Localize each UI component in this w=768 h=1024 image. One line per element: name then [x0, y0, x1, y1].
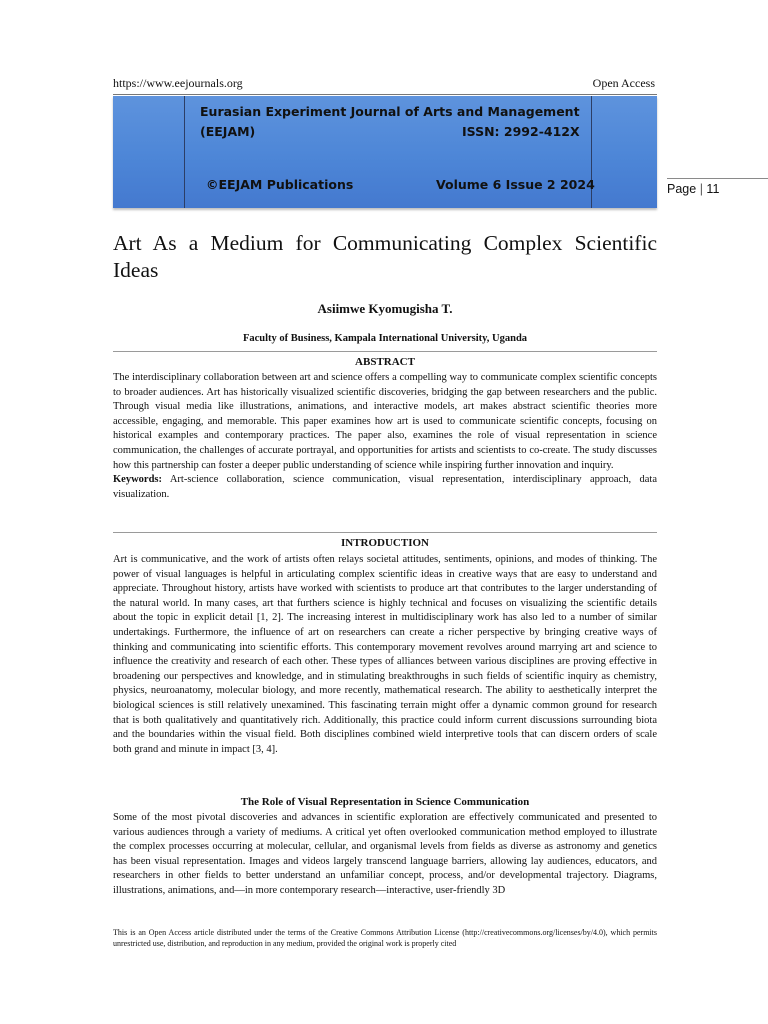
introduction-text: Art is communicative, and the work of artists often relays societal attitudes, sentiments, opinions, and modes of thinking. The power of visual languages is helpful in articulating complex scientific ideas in creative ways that are easy to understand and appreciate. Throughout history, artists have worked with scientists to produce art that contributes to the larger understanding of the natural world. In many cases, art that furthers science is highly technical and focuses on visualizing the scientific details about the topic in explicit detail [1, 2]. The increasing interest in multidisciplinary work has also led to a number of similar undertakings. Furthermore, the influence of art on researchers can create a richer perspective by bringing creative ways of thinking and communicating into scientific efforts. This contemporary movement revolves around marrying art and science to influence the creativity and research of each other. These types of alliances between various disciplines are proving effective in broadening our perspectives and knowledge, and in stimulating breakthroughs in such fields of scientific inquiry as chemistry, physics, neuroanatomy, molecular biology, and more recently, mathematical research. The ability to aesthetically interpret the biological sciences is still relatively unexamined. This fascinating terrain might offer a dynamic common ground for research that is both qualitatively and quantitatively rich. Additionally, this practice could inform current discussions surrounding biota and the boundaries within the visual field. Both disciplines combined wield interpretive tools that can discern orders of scale both grand and minute in impact [3, 4]. [113, 554, 657, 755]
abstract-text: The interdisciplinary collaboration between art and science offers a compelling way to communicate complex scientific concepts to broader audiences. Art has historically visualized scientific discoveries, bridging the gap between researchers and the public. Through visual media like illustrations, animations, and interactive models, art makes abstract scientific theories more accessible, engaging, and memorable. This paper examines how art is used to communicate scientific concepts, focusing on historical examples and contemporary practices. The paper also, examines the role of visual representation in science communication, the challenges of accurate portrayal, and opportunities for artists and scientists to co-create. The study discusses how this partnership can foster a deeper public understanding of science while inspiring further innovation and inquiry. [113, 372, 657, 471]
header-rule [113, 94, 657, 95]
page-number: 11 [706, 182, 720, 196]
journal-url[interactable]: https://www.eejournals.org [113, 76, 243, 90]
intro-top-rule [113, 532, 657, 533]
volume-issue: Volume 6 Issue 2 2024 [436, 177, 595, 192]
license-footnote: This is an Open Access article distributed under the terms of the Creative Commons Attribution License (http://creativecommons.org/licenses/by/4.0), which permits unrestricted use, distribution, and reproduction in any medium, provided the original work is properly cited [113, 928, 657, 948]
journal-issn: ISSN: 2992-412X [462, 124, 580, 139]
journal-banner [113, 96, 657, 208]
page-number-box [667, 178, 768, 200]
introduction-heading: INTRODUCTION [340, 537, 429, 549]
page-divider: | [699, 182, 703, 196]
open-access-label: Open Access [592, 76, 655, 90]
keywords-label: Keywords: [113, 474, 162, 486]
page-label: Page [667, 182, 697, 196]
publisher: ©EEJAM Publications [206, 177, 354, 192]
article-author: Asiimwe Kyomugisha T. [317, 301, 453, 316]
article-title: Art As a Medium for Communicating Complex Scientific Ideas [113, 231, 657, 282]
abstract-body [113, 371, 657, 502]
journal-abbreviation: (EEJAM) [200, 124, 256, 139]
role-section-text: Some of the most pivotal discoveries and advances in scientific exploration are effectively communicated and presented to various audiences through a variety of mediums. A critical yet often overlooked communication method employed to illustrate the complex processes occurring at molecular, cellular, and organismal levels from fields as diverse as astronomy and genetics has been visual representation. Images and videos largely transcend language barriers, allowing lay audiences, educators, and researchers in other fields to better understand an unfamiliar concept, process, and/or developmental trajectory. Diagrams, illustrations, animations, and—in more contemporary research—interactive, user-friendly 3D [113, 812, 657, 896]
keywords-line [113, 473, 657, 502]
abstract-top-rule [113, 351, 657, 352]
banner-divider-left [184, 96, 185, 208]
introduction-body [113, 553, 657, 757]
role-section-body [113, 811, 657, 899]
journal-name: Eurasian Experiment Journal of Arts and Management [200, 104, 580, 119]
role-section-heading: The Role of Visual Representation in Science Communication [240, 796, 530, 808]
author-affiliation: Faculty of Business, Kampala International University, Uganda [242, 333, 528, 344]
keywords-text: Art-science collaboration, science communication, visual representation, interdisciplinary approach, data visualization. [113, 474, 657, 500]
abstract-heading: ABSTRACT [355, 356, 415, 368]
